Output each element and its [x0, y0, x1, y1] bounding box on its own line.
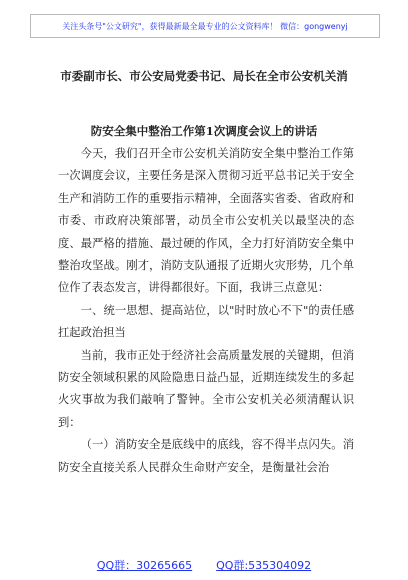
footer-qq-group-1[interactable]: QQ群：30265665 [96, 559, 193, 572]
footer-qq-group-2[interactable]: QQ群:535304092 [216, 559, 312, 572]
footer [0, 557, 408, 573]
paragraph: 当前，我市正处于经济社会高质量发展的关键期，但消防安全领域积累的风险隐患日益凸显，近期连续发生的多起火灾事故为我们敲响了警钟。全市公安机关必须清醒认识到： [58, 348, 354, 429]
header-notice-box [30, 14, 380, 38]
paragraph: 一、统一思想、提高站位，以"时时放心不下"的责任感扛起政治担当 [58, 303, 354, 340]
header-notice-text: 关注头条号"公文研究"，获得最新最全最专业的公文资料库！ 微信：gongwenyj [62, 21, 348, 31]
document-body [58, 143, 354, 479]
document-title-line-2: 防安全集中整治工作第1次调度会议上的讲话 [90, 124, 318, 138]
paragraph: 今天，我们召开全市公安机关消防安全集中整治工作第一次调度会议，主要任务是深入贯彻习近平总书记关于安全生产和消防工作的重要指示精神，全面落实省委、省政府和市委、市政府决策部署，动员全市公安机关以最坚决的态度、最严格的措施、最过硬的作风，全力打好消防安全集中整治攻坚战。刚才，消防支队通报了近期火灾形势，几个单位作了表态发言，讲得都很好。下面，我讲三点意见： [58, 147, 354, 295]
paragraph: （一）消防安全是底线中的底线，容不得半点闪失。消防安全直接关系人民群众生命财产安全，是衡量社会治 [58, 438, 354, 474]
document-title-line-1: 市委副市长、市公安局党委书记、局长在全市公安机关消 [60, 69, 348, 83]
